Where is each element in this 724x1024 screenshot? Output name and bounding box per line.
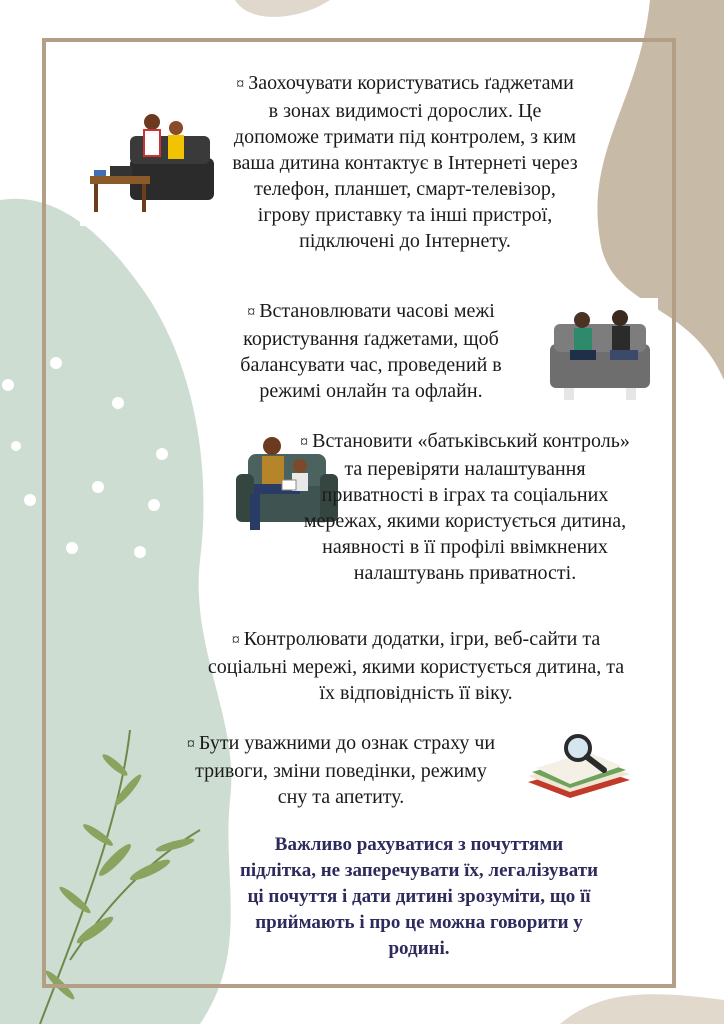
tip-3 (300, 428, 630, 586)
bullet-icon: ¤ (236, 76, 245, 93)
tip-2 (212, 298, 530, 404)
tip-1-text: Заохочувати користуватись ґаджетами в зонах видимості дорослих. Це допоможе тримати під контролем, з ким ваша дитина контактує в Інтернеті через телефон, планшет, смарт-телевізор, ігрову приставку та інші пристрої, підключені до Інтернету. (232, 72, 578, 252)
final-note: Важливо рахуватися з почуттями підлітка, не заперечувати їх, легалізувати ці почуття і дати дитині зрозуміти, що її приймають і про це можна говорити у родині. (239, 834, 599, 959)
tip-5-text: Бути уважними до ознак страху чи тривоги, зміни поведінки, режиму сну та апетиту. (195, 732, 496, 808)
tip-1 (230, 70, 580, 254)
beige-blob-top-left (235, 0, 330, 17)
tip-5 (178, 730, 504, 810)
tip-2-text: Встановлювати часові межі користування ґаджетами, щоб балансувати час, проведений в режимі онлайн та офлайн. (240, 300, 502, 402)
bullet-icon: ¤ (231, 632, 240, 649)
tip-4 (204, 626, 628, 706)
two-people-sofa-gadgets-icon (544, 298, 658, 410)
sage-blob-bottom-right (560, 994, 724, 1024)
magnifier-on-book-icon (518, 722, 638, 806)
parent-child-couch-laptop-icon (80, 106, 226, 226)
bullet-icon: ¤ (247, 304, 256, 321)
bullet-icon: ¤ (186, 736, 195, 753)
bullet-icon: ¤ (300, 434, 309, 451)
tip-3-text: Встановити «батьківський контроль» та перевіряти налаштування приватності в іграх та соціальних мережах, якими користується дитина, наявності в її профілі ввімкнених налаштувань приватності. (303, 430, 630, 584)
tip-4-text: Контролювати додатки, ігри, веб-сайти та соціальні мережі, якими користується дитина, та їх відповідність її віку. (207, 628, 625, 704)
